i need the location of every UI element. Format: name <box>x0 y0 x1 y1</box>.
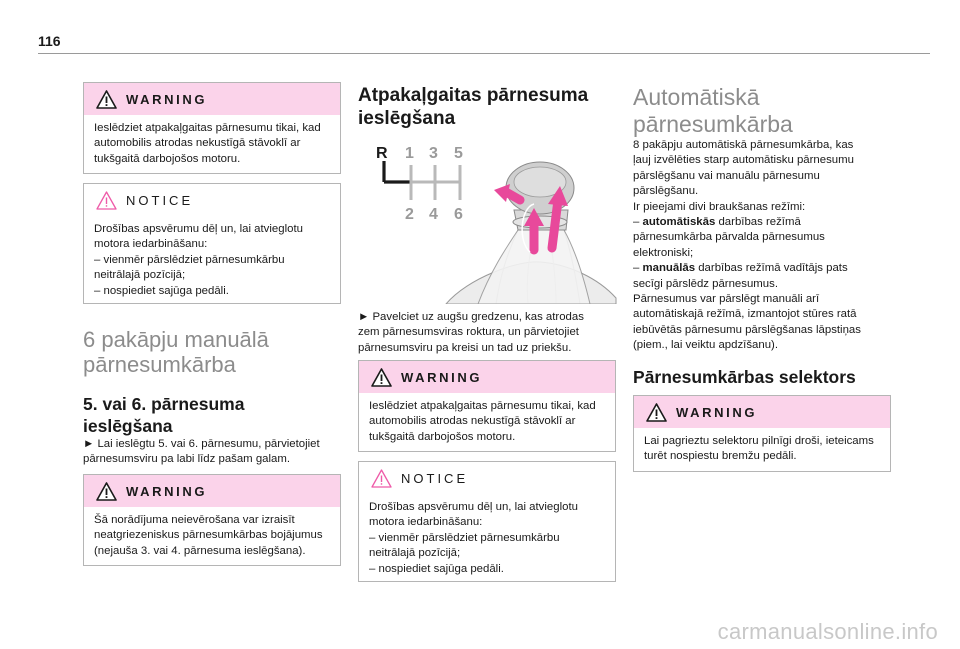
text-line: Šā norādījuma neievērošana var izraisīt <box>94 514 295 526</box>
text-line: Drošības apsvērumu dēļ un, lai atvieglotu <box>94 223 303 235</box>
warning-triangle-icon <box>646 403 667 422</box>
text-line: zem pārnesumsviras roktura, un pārvietojiet <box>358 326 579 339</box>
dash: – <box>633 216 643 229</box>
mode-manual <box>633 261 895 276</box>
subtitle-line: ieslēgšana <box>358 108 456 129</box>
text-line: secīgi pārslēdz pārnesumus. <box>633 277 778 290</box>
text-line: automobilis atrodas nekustīgā stāvoklī ar <box>369 415 576 428</box>
text-line: ► Lai ieslēgtu 5. vai 6. pārnesumu, pārvietojiet <box>83 438 320 450</box>
warning-header <box>634 396 890 428</box>
notice-header <box>84 184 340 216</box>
warning-label: WARNING <box>401 369 483 385</box>
text-line: – nospiediet sajūga pedāli. <box>369 562 504 575</box>
notice-label: NOTICE <box>401 470 469 486</box>
title-line: 6 pakāpju manuālā <box>83 327 269 352</box>
subtitle-gear-selector: Pārnesumkārbas selektors <box>633 367 856 387</box>
text-line: Ieslēdziet atpakaļgaitas pārnesumu tikai, kad <box>94 122 321 134</box>
subtitle-5th-6th-gear <box>83 393 244 437</box>
text-line: Ieslēdziet atpakaļgaitas pārnesumu tikai, kad <box>369 400 596 412</box>
text-line: Drošības apsvērumu dēļ un, lai atvieglotu <box>369 501 578 513</box>
text-line: tukšgaitā darbojošos motoru. <box>369 430 516 443</box>
text-line: 8 pakāpju automātiskā pārnesumkārba, kas <box>633 139 854 151</box>
text-line: iebūvētās pārnesumu pārslēgšanas lāpstiņas <box>633 323 861 336</box>
text-line: pārnesumkārba pārvalda pārnesumus <box>633 231 825 244</box>
subtitle-line: Atpakaļgaitas pārnesuma <box>358 85 589 106</box>
text-line: pārnesumsviru pa kreisi un tad uz priekšu. <box>358 341 572 354</box>
gear-label: 2 <box>405 206 414 223</box>
mode-text: darbības režīmā vadītājs pats <box>695 262 848 275</box>
warning-label: WARNING <box>676 404 758 420</box>
gear-label: 5 <box>454 145 463 162</box>
gear-label: 1 <box>405 145 414 162</box>
text-line: neatgriezeniskus pārnesumkārbas bojājumus <box>94 529 323 542</box>
section-title-automatic-gearbox <box>633 84 793 138</box>
text-line: (piem., lai veiktu apdzīšanu). <box>633 339 778 352</box>
gear-label: 6 <box>454 206 463 223</box>
warning-triangle-icon <box>96 482 117 501</box>
subtitle-line: 5. vai 6. pārnesuma <box>83 394 245 414</box>
text-line: elektroniski; <box>633 246 694 259</box>
subtitle-reverse-gear <box>358 84 588 130</box>
notice-header <box>359 462 615 494</box>
automatic-gearbox-description <box>633 138 895 354</box>
watermark: carmanualsonline.info <box>717 619 938 644</box>
text-line: pārslēgšanu. <box>633 185 699 198</box>
warning-label: WARNING <box>126 91 208 107</box>
gear-shift-illustration <box>368 138 618 304</box>
text-line: tukšgaitā darbojošos motoru. <box>94 152 241 165</box>
text-line: motora iedarbināšanu: <box>94 238 208 251</box>
warning-header <box>84 475 340 507</box>
warning-label: WARNING <box>126 483 208 499</box>
warning-triangle-icon <box>96 90 117 109</box>
notice-box <box>358 461 616 582</box>
mode-term: automātiskās <box>642 216 716 229</box>
header-divider <box>38 53 930 54</box>
text-line: automātiskajā režīmā, izmantojot stūres ratā <box>633 308 857 321</box>
warning-box <box>83 474 341 566</box>
warning-header <box>359 361 615 393</box>
gear-label: 3 <box>429 145 438 162</box>
text-line: ļauj izvēlēties starp automātisku pārnesumu <box>633 154 854 167</box>
mode-text: darbības režīmā <box>715 216 801 229</box>
text-line: pārslēgšanu vai manuālu pārnesumu <box>633 169 820 182</box>
warning-box <box>633 395 891 472</box>
text-line: turēt nospiestu bremžu pedāli. <box>644 450 797 463</box>
text-line: Pārnesumus var pārslēgt manuāli arī <box>633 293 820 306</box>
text-line: Lai pagrieztu selektoru pilnīgi droši, ieteicams <box>644 435 874 447</box>
mode-term: manuālās <box>642 262 696 275</box>
mode-automatic <box>633 215 895 230</box>
instruction-paragraph <box>358 310 620 356</box>
notice-triangle-icon <box>371 469 392 488</box>
text-line: neitrālajā pozīcijā; <box>369 547 461 560</box>
text-line: pārnesumsviru pa labi līdz pašam galam. <box>83 453 291 466</box>
text-line: – vienmēr pārslēdziet pārnesumkārbu <box>369 531 560 544</box>
title-line: pārnesumkārba <box>83 352 236 377</box>
title-line: Automātiskā <box>633 84 760 110</box>
warning-triangle-icon <box>371 368 392 387</box>
gear-label-reverse: R <box>376 145 388 162</box>
warning-text <box>84 507 340 565</box>
notice-text <box>359 494 615 583</box>
text-line: – nospiediet sajūga pedāli. <box>94 284 229 297</box>
notice-box <box>83 183 341 304</box>
warning-text <box>84 115 340 173</box>
warning-header <box>84 83 340 115</box>
text-line: (nejauša 3. vai 4. pārnesuma ieslēgšana). <box>94 544 306 557</box>
warning-text <box>634 428 890 471</box>
instruction-paragraph <box>83 437 345 468</box>
shift-pattern-diagram <box>384 161 460 200</box>
dash: – <box>633 262 643 275</box>
page-number: 116 <box>38 33 61 49</box>
text-line: Ir pieejami divi braukšanas režīmi: <box>633 200 806 213</box>
notice-text <box>84 216 340 305</box>
title-line: pārnesumkārba <box>633 111 793 137</box>
text-line: automobilis atrodas nekustīgā stāvoklī ar <box>94 137 301 150</box>
notice-label: NOTICE <box>126 192 194 208</box>
text-line: neitrālajā pozīcijā; <box>94 269 186 282</box>
text-line: ► Pavelciet uz augšu gredzenu, kas atrodas <box>358 311 584 323</box>
subtitle-line: ieslēgšana <box>83 416 173 436</box>
warning-text <box>359 393 615 451</box>
gear-label: 4 <box>429 206 438 223</box>
section-title-manual-gearbox <box>83 327 269 377</box>
text-line: – vienmēr pārslēdziet pārnesumkārbu <box>94 253 285 266</box>
notice-triangle-icon <box>96 191 117 210</box>
warning-box <box>358 360 616 452</box>
text-line: motora iedarbināšanu: <box>369 516 483 529</box>
warning-box <box>83 82 341 174</box>
